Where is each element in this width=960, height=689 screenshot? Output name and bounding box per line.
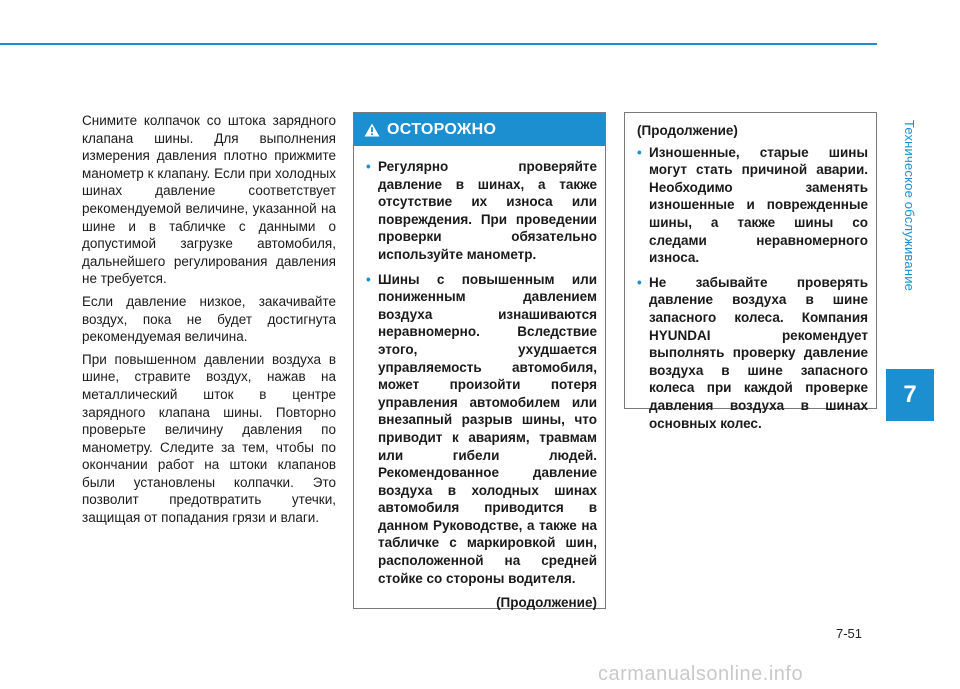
warning-triangle-icon [364,123,380,137]
continuation-heading: (Продолжение) [637,123,738,138]
continuation-bullet [637,274,868,432]
warning-bullet [366,271,597,588]
continued-note: (Продолжение) [496,595,597,611]
chapter-number: 7 [903,381,917,408]
side-title-text: Техническое обслуживание [902,119,918,291]
watermark-text: carmanualsonline.info [598,663,804,685]
warning-header [354,113,605,146]
body-paragraph: Снимите колпачок со штока зарядного клапана шины. Для выполнения измерения давления плотно прижмите манометр к клапану. Если при холодных шинах давление соответствует рекомендуемой величине, указанной на шине и в табличке с данными о допустимой загрузке автомобиля, дальнейшего регулирования давления не требуется. [82,113,336,287]
warning-box [353,112,606,609]
warning-title: ОСТОРОЖНО [387,120,497,138]
body-column [82,112,336,532]
header-rule [0,43,877,45]
bullet-dot-icon: • [637,144,642,160]
body-paragraph: Если давление низкое, закачивайте воздух, пока не будет достигнута рекомендуемая величина. [82,293,336,345]
chapter-tab [886,369,934,421]
continuation-bullet-text: Изношенные, старые шины могут стать причиной аварии. Необходимо заменять изношенные и поврежденные шины, а также шины со следами неравномерного износа. [649,144,868,266]
warning-body [354,146,605,612]
bullet-dot-icon: • [366,271,371,287]
page-number: 7-51 [836,626,863,641]
continuation-box [624,112,877,431]
warning-bullet-text: Регулярно проверяйте давление в шинах, а также отсутствие их износа или повреждения. При проведении проверки обязательно используйте манометр. [378,159,597,262]
bullet-dot-icon: • [366,159,371,174]
warning-bullet-text: Шины с повышенным или пониженным давлением воздуха изнашиваются неравномерно. Вследствие этого, ухудшается управляемость автомобиля, может произойти потеря управления автомобилем или внезапный разрыв шины, что приводит к авариям, травмам или гибели людей. Рекомендованное давление воздуха в холодных шинах автомобиля приводится в данном Руководстве, а также на табличке с маркировкой шин, расположенной на средней стойке со стороны водителя. [378,271,597,586]
section-side-title [890,55,930,355]
warning-bullet [366,158,597,264]
body-paragraph: При повышенном давлении воздуха в шине, стравите воздух, нажав на металлический шток в центре зарядного клапана шины. Повторно проверьте величину давления по манометру. Следите за тем, чтобы по окончании работ на штоки клапанов были установлены колпачки. Это позволит предотвратить утечки, защищая от попадания грязи и влаги. [82,351,336,526]
bullet-dot-icon: • [637,274,642,290]
continuation-bullet-text: Не забывайте проверять давление воздуха в шине запасного колеса. Компания HYUNDAI рекомендует выполнять проверку давление воздуха в шине запасного колеса при каждой проверке давления воздуха в шинах основных колес. [649,274,868,431]
continuation-bullet [637,144,868,267]
